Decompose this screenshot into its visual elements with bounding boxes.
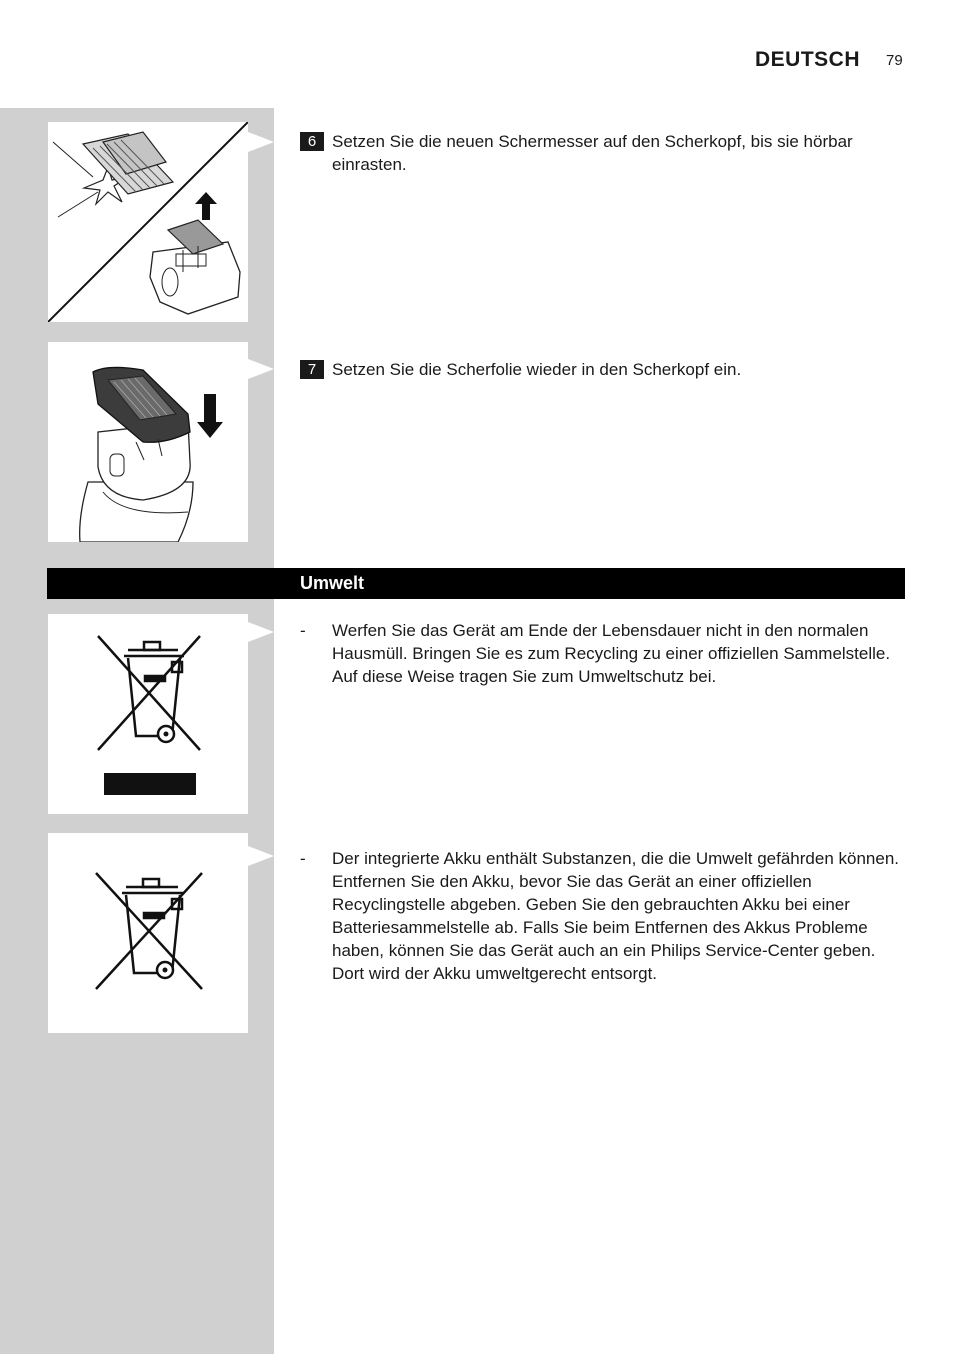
cutter-removal-illustration: [48, 122, 248, 322]
figure-pointer: [248, 359, 274, 379]
bullet-text: Werfen Sie das Gerät am Ende der Lebensdauer nicht in den normalen Hausmüll. Bringen Sie es zum Recycling zu einer offiziellen Sammelstelle. Auf diese Weise tragen Sie zum Umweltschutz bei.: [332, 621, 891, 686]
crossed-out-wheelie-bin-icon: [48, 614, 248, 814]
bullet-marker: -: [300, 849, 306, 868]
figure-pointer: [248, 846, 274, 866]
step-7: [300, 358, 900, 381]
language-header: DEUTSCH: [754, 48, 860, 71]
figure-pointer: [248, 132, 274, 152]
bullet-item: [300, 847, 910, 985]
step-number-badge: 7: [300, 360, 324, 379]
section-header-bar: [48, 569, 904, 598]
bullet-marker: -: [300, 621, 306, 640]
step-number-badge: 6: [300, 132, 324, 151]
bullet-text: Der integrierte Akku enthält Substanzen, die die Umwelt gefährden können. Entfernen Sie den Akku, bevor Sie das Gerät an einer offiziellen Recyclingstelle abgeben. Geben Sie den gebrauchten Akku bei einer Batteriesammelstelle ab. Falls Sie beim Entfernen des Akkus Probleme haben, können Sie das Gerät auch an ein Philips Service-Center geben. Dort wird der Akku umweltgerecht entsorgt.: [332, 849, 900, 983]
foil-insert-illustration: [48, 342, 248, 542]
step-text: Setzen Sie die neuen Schermesser auf den Scherkopf, bis sie hörbar einrasten.: [332, 132, 853, 174]
page-number: 79: [886, 52, 903, 69]
step-6: [300, 130, 900, 176]
step-text: Setzen Sie die Scherfolie wieder in den Scherkopf ein.: [332, 360, 742, 379]
figure-pointer: [248, 622, 274, 642]
crossed-out-wheelie-bin-icon: [48, 833, 248, 1033]
bullet-item: [300, 619, 910, 688]
section-title: Umwelt: [300, 573, 365, 593]
